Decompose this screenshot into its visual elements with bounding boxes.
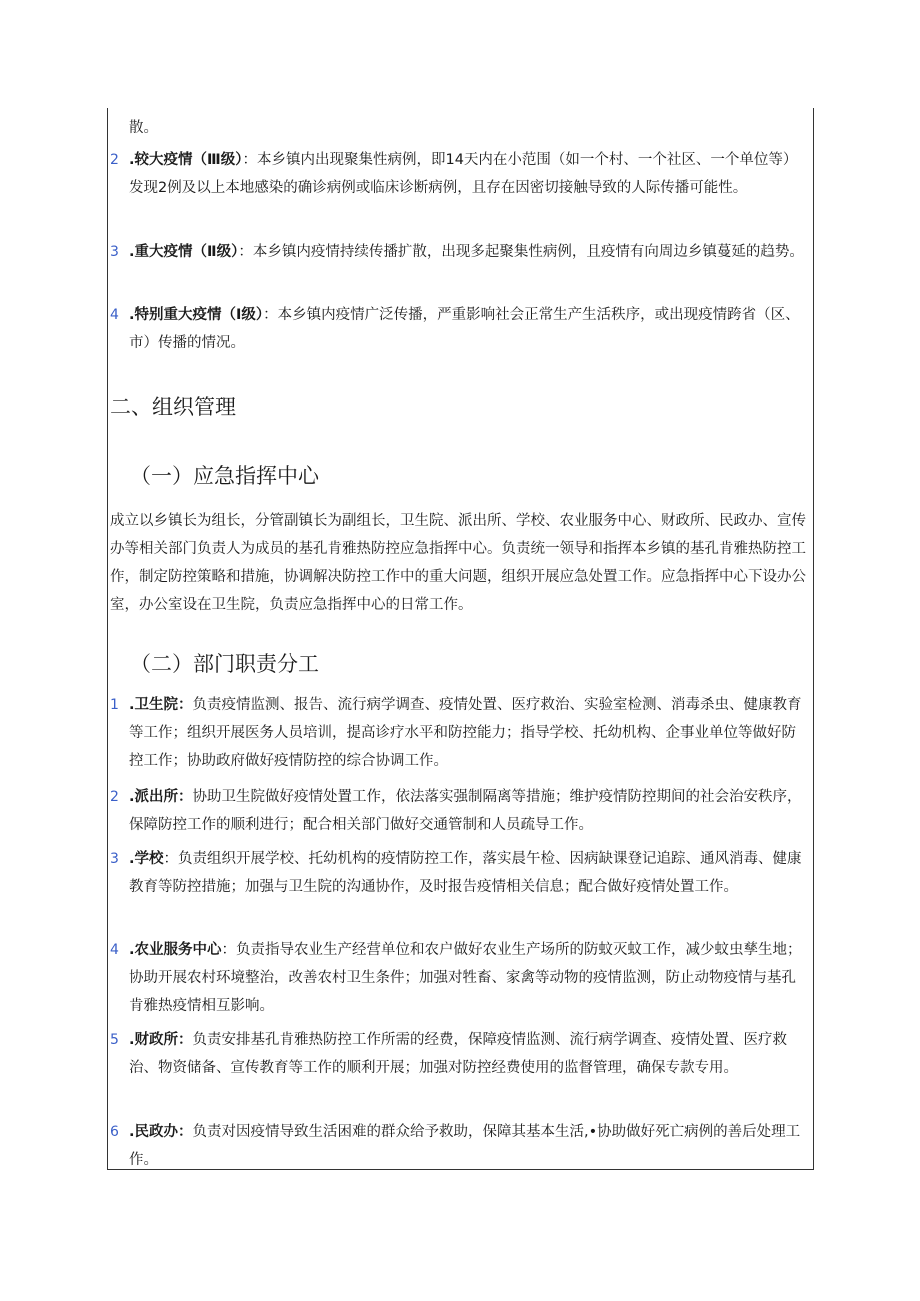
item-body: ：本乡镇内出现聚集性病例，即14天内在小范围（如一个村、一个社区、一个单位等）发现2例及以上本地感染的确诊病例或临床诊断病例，且存在因密切接触导致的人际传播可能性。 <box>129 152 798 196</box>
item-number: 4 <box>110 942 119 958</box>
subsection-heading: （一）应急指挥中心 <box>130 464 319 488</box>
item-number: 3 <box>110 244 119 260</box>
subsection-heading: （二）部门职责分工 <box>130 652 319 676</box>
item-title: 较大疫情（Ⅲ级） <box>134 152 243 168</box>
item-body: 负责对因疫情导致生活困难的群众给予救助，保障其基本生活,•协助做好死亡病例的善后处理工作。 <box>129 1124 801 1168</box>
item-body: 负责安排基孔肯雅热防控工作所需的经费，保障疫情监测、流行病学调查、疫情处置、医疗救治、物资储备、宣传教育等工作的顺利开展；加强对防控经费使用的监督管理，确保专款专用。 <box>129 1032 788 1076</box>
duty-item-5: 5 .财政所：负责安排基孔肯雅热防控工作所需的经费，保障疫情监测、流行病学调查、疫情处置、医疗救治、物资储备、宣传教育等工作的顺利开展；加强对防控经费使用的监督管理，确保专款专用。 <box>107 1026 809 1082</box>
section-heading: 二、组织管理 <box>110 395 236 419</box>
item-title: 特别重大疫情（Ⅰ级） <box>134 307 264 323</box>
paragraph: 成立以乡镇长为组长，分管副镇长为副组长，卫生院、派出所、学校、农业服务中心、财政所、民政办、宣传办等相关部门负责人为成员的基孔肯雅热防控应急指挥中心。负责统一领导和指挥本乡镇的基孔肯雅热防控工作，制定防控策略和措施，协调解决防控工作中的重大问题，组织开展应急处置工作。应急指挥中心下设办公室，办公室设在卫生院，负责应急指挥中心的日常工作。 <box>110 513 806 613</box>
duty-item-2: 2 .派出所：协助卫生院做好疫情处置工作，依法落实强制隔离等措施；维护疫情防控期间的社会治安秩序，保障防控工作的顺利进行；配合相关部门做好交通管制和人员疏导工作。 <box>107 783 809 839</box>
item-title: 学校 <box>134 851 164 867</box>
item-body: 负责疫情监测、报告、流行病学调查、疫情处置、医疗救治、实验室检测、消毒杀虫、健康教育等工作；组织开展医务人员培训，提高诊疗水平和防控能力；指导学校、托幼机构、企事业单位等做好防控工作；协助政府做好疫情防控的综合协调工作。 <box>129 697 802 769</box>
item-body: ：本乡镇内疫情广泛传播，严重影响社会正常生产生活秩序，或出现疫情跨省（区、市）传播的情况。 <box>129 307 800 351</box>
level-item-3: 3 .重大疫情（Ⅱ级）：本乡镇内疫情持续传播扩散，出现多起聚集性病例，且疫情有向周边乡镇蔓延的趋势。 <box>107 238 809 266</box>
item-body: ：本乡镇内疫情持续传播扩散，出现多起聚集性病例，且疫情有向周边乡镇蔓延的趋势。 <box>238 244 804 260</box>
list-item-tail <box>107 114 809 142</box>
item-number: 4 <box>110 307 119 323</box>
item-title: 农业服务中心 <box>134 942 222 958</box>
item-number: 2 <box>110 789 119 805</box>
level-item-4: 4 .特别重大疫情（Ⅰ级）：本乡镇内疫情广泛传播，严重影响社会正常生产生活秩序，或出现疫情跨省（区、市）传播的情况。 <box>107 301 809 357</box>
item-title: 派出所 <box>134 789 179 805</box>
item-title: 卫生院 <box>134 697 179 713</box>
item-body: 负责组织开展学校、托幼机构的疫情防控工作，落实晨午检、因病缺课登记追踪、通风消毒、健康教育等防控措施；加强与卫生院的沟通协作，及时报告疫情相关信息；配合做好疫情处置工作。 <box>129 851 802 895</box>
item-body: 协助卫生院做好疫情处置工作，依法落实强制隔离等措施；维护疫情防控期间的社会治安秩序，保障防控工作的顺利进行；配合相关部门做好交通管制和人员疏导工作。 <box>129 789 802 833</box>
item-title: 财政所 <box>134 1032 179 1048</box>
duty-item-1: 1 .卫生院：负责疫情监测、报告、流行病学调查、疫情处置、医疗救治、实验室检测、消毒杀虫、健康教育等工作；组织开展医务人员培训，提高诊疗水平和防控能力；指导学校、托幼机构、企事业单位等做好防控工作；协助政府做好疫情防控的综合协调工作。 <box>107 691 809 775</box>
item-number: 1 <box>110 697 119 713</box>
item-body: 负责指导农业生产经营单位和农户做好农业生产场所的防蚊灭蚊工作，减少蚊虫孳生地；协助开展农村环境整治，改善农村卫生条件；加强对牲畜、家禽等动物的疫情监测，防止动物疫情与基孔肯雅热疫情相互影响。 <box>129 942 802 1014</box>
fragment-text: 散。 <box>129 120 158 136</box>
item-number: 5 <box>110 1032 119 1048</box>
item-title: 重大疫情（Ⅱ级） <box>134 244 239 260</box>
duty-item-3: 3 .学校：负责组织开展学校、托幼机构的疫情防控工作，落实晨午检、因病缺课登记追踪、通风消毒、健康教育等防控措施；加强与卫生院的沟通协作，及时报告疫情相关信息；配合做好疫情处置工作。 <box>107 845 809 901</box>
duty-item-4: 4 .农业服务中心：负责指导农业生产经营单位和农户做好农业生产场所的防蚊灭蚊工作，减少蚊虫孳生地；协助开展农村环境整治，改善农村卫生条件；加强对牲畜、家禽等动物的疫情监测，防止动物疫情与基孔肯雅热疫情相互影响。 <box>107 936 809 1020</box>
item-number: 2 <box>110 152 119 168</box>
duty-item-6: 6 .民政办：负责对因疫情导致生活困难的群众给予救助，保障其基本生活,•协助做好死亡病例的善后处理工作。 <box>107 1118 809 1174</box>
item-number: 3 <box>110 851 119 867</box>
item-number: 6 <box>110 1124 119 1140</box>
item-title: 民政办 <box>134 1124 179 1140</box>
level-item-2: 2 .较大疫情（Ⅲ级）：本乡镇内出现聚集性病例，即14天内在小范围（如一个村、一个社区、一个单位等）发现2例及以上本地感染的确诊病例或临床诊断病例，且存在因密切接触导致的人际传播可能性。 <box>107 146 809 202</box>
